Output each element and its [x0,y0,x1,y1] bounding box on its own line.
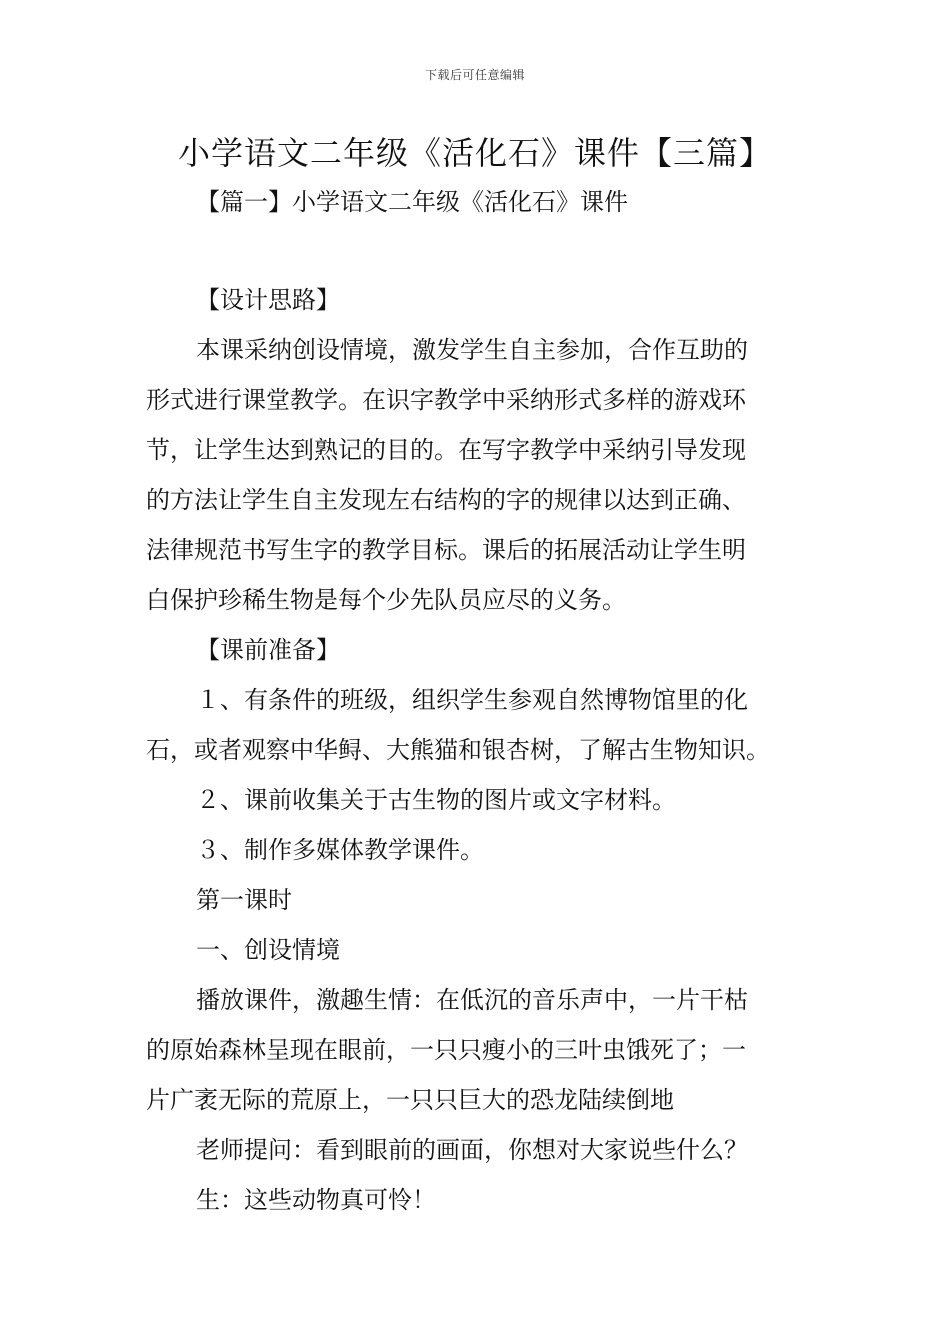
prep-item-1-line: 石，或者观察中华鲟、大熊猫和银杏树，了解古生物知识。 [146,736,770,764]
prep-item-3: ３、制作多媒体教学课件。 [196,836,484,864]
design-line: 法律规范书写生字的教学目标。课后的拓展活动让学生明 [146,536,746,564]
lesson-para-line: 片广袤无际的荒原上，一只只巨大的恐龙陆续倒地 [146,1086,674,1114]
design-line: 形式进行课堂教学。在识字教学中采纳形式多样的游戏环 [146,386,746,414]
header-note: 下载后可任意编辑 [424,68,525,82]
body-text [146,275,808,1225]
teacher-question: 老师提问：看到眼前的画面，你想对大家说些什么？ [196,1136,748,1164]
design-line: 本课采纳创设情境，激发学生自主参加，合作互助的 [196,336,748,364]
prep-item-1-line: １、有条件的班级，组织学生参观自然博物馆里的化 [196,686,748,714]
design-line: 白保护珍稀生物是每个少先队员应尽的义务。 [146,586,626,614]
lesson-heading: 第一课时 [196,886,292,914]
design-heading: 【设计思路】 [196,286,340,314]
design-line: 的方法让学生自主发现左右结构的字的规律以达到正确、 [146,486,746,514]
student-answer: 生：这些动物真可怜！ [196,1186,436,1214]
design-line: 节，让学生达到熟记的目的。在写字教学中采纳引导发现 [146,436,746,464]
lesson-para-line: 播放课件，激趣生情：在低沉的音乐声中，一片干枯 [196,986,748,1014]
section-subtitle: 【篇一】小学语文二年级《活化石》课件 [196,188,628,216]
page-title: 小学语文二年级《活化石》课件【三篇】 [177,134,772,172]
lesson-para-line: 的原始森林呈现在眼前，一只只瘦小的三叶虫饿死了；一 [146,1036,746,1064]
prep-item-2: ２、课前收集关于古生物的图片或文字材料。 [196,786,676,814]
lesson-section-1: 一、创设情境 [196,936,340,964]
prep-heading: 【课前准备】 [196,636,340,664]
